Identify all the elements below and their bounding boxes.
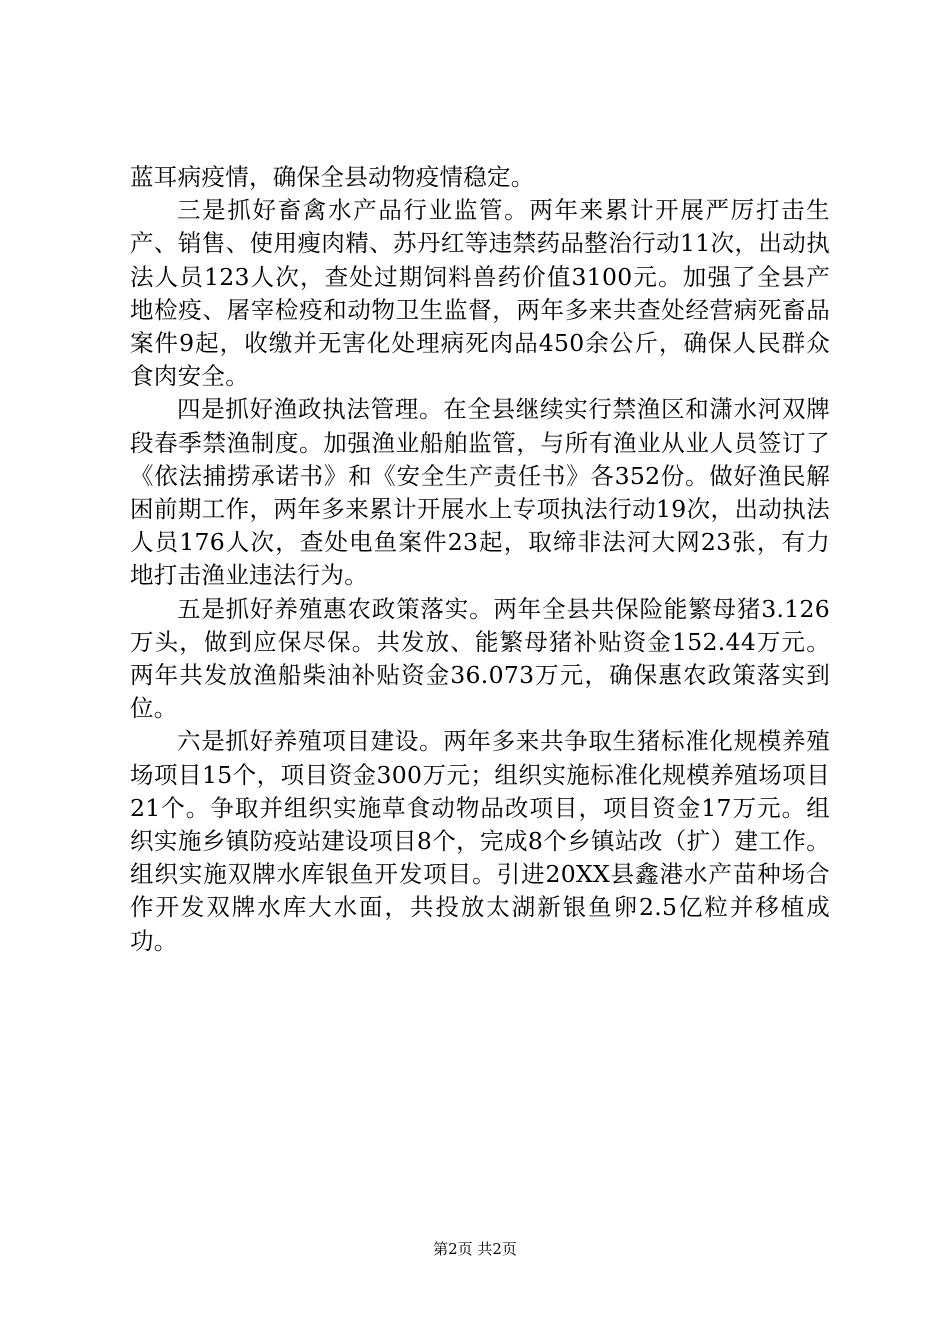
- paragraph-fishery-enforcement: 四是抓好渔政执法管理。在全县继续实行禁渔区和潇水河双牌段春季禁渔制度。加强渔业船舶监管，与所有渔业从业人员签订了《依法捕捞承诺书》和《安全生产责任书》各352份。做好渔民解困前期工作，两年多来累计开展水上专项执法行动19次，出动执法人员176人次，查处电鱼案件23起，取缔非法河大网23张，有力地打击渔业违法行为。: [130, 395, 830, 590]
- page-number-footer: 第2页 共2页: [433, 1240, 517, 1258]
- paragraph-continuation: 蓝耳病疫情，确保全县动物疫情稳定。: [130, 163, 535, 191]
- paragraph-subsidy-policy: 五是抓好养殖惠农政策落实。两年全县共保险能繁母猪3.126万头，做到应保尽保。共发放、能繁母猪补贴资金152.44万元。两年共发放渔船柴油补贴资金36.073万元，确保惠农政策落实到位。: [130, 594, 830, 723]
- paragraph-livestock-supervision: 三是抓好畜禽水产品行业监管。两年来累计开展严厉打击生产、销售、使用瘦肉精、苏丹红等违禁药品整治行动11次，出动执法人员123人次，查处过期饲料兽药价值3100元。加强了全县产地检疫、屠宰检疫和动物卫生监督，两年多来共查处经营病死畜品案件9起，收缴并无害化处理病死肉品450余公斤，确保人民群众食肉安全。: [130, 196, 830, 391]
- paragraph-project-construction: 六是抓好养殖项目建设。两年多来共争取生猪标准化规模养殖场项目15个，项目资金300万元；组织实施标准化规模养殖场项目21个。争取并组织实施草食动物品改项目，项目资金17万元。组织实施乡镇防疫站建设项目8个，完成8个乡镇站改（扩）建工作。组织实施双牌水库银鱼开发项目。引进20XX县鑫港水产苗种场合作开发双牌水库大水面，共投放太湖新银鱼卵2.5亿粒并移植成功。: [130, 727, 830, 955]
- document-body: [130, 161, 830, 958]
